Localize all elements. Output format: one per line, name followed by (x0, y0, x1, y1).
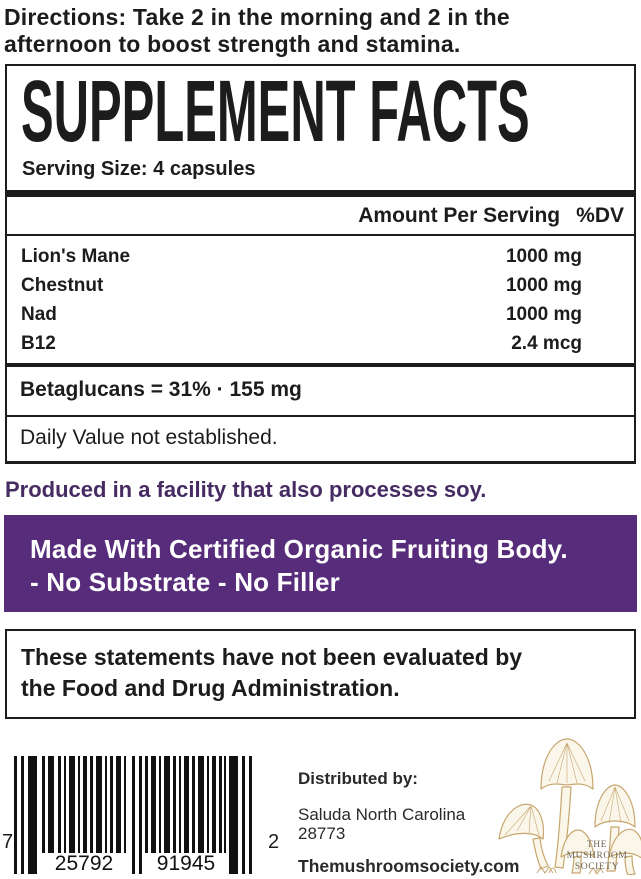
daily-value-note: Daily Value not established. (20, 426, 278, 449)
distributed-by-label: Distributed by: (298, 769, 418, 788)
directions-line-1: Directions: Take 2 in the morning and 2 in the (4, 4, 510, 30)
ingredient-name: B12 (21, 332, 56, 354)
logo-line-the: THE (586, 840, 608, 850)
distributor-block (298, 769, 519, 877)
ingredient-amount: 2.4 mcg (511, 332, 582, 354)
serving-size: Serving Size: 4 capsules (22, 158, 256, 180)
logo-line-mushroom: MUSHROOM (566, 851, 628, 861)
barcode-right-digit: 2 (268, 831, 280, 853)
ingredient-amount: 1000 mg (505, 274, 582, 296)
footer (0, 719, 641, 875)
ingredient-amount: 1000 mg (505, 245, 582, 267)
fda-disclaimer-box (5, 629, 636, 719)
upc-barcode-icon (14, 756, 262, 874)
betaglucans-row: Betaglucans = 31% · 155 mg (7, 367, 634, 417)
allergen-statement: Produced in a facility that also processes soy. (5, 477, 487, 502)
banner-line-2: - No Substrate - No Filler (30, 567, 341, 597)
divider-thick-top (7, 190, 634, 197)
banner-line-1: Made With Certified Organic Fruiting Body. (30, 534, 568, 564)
distributor-zip: 28773 (298, 824, 346, 843)
disclaimer-line-1: These statements have not been evaluated by (21, 644, 523, 670)
facts-title-wrap (21, 64, 634, 161)
barcode-left-digit: 7 (2, 831, 14, 853)
facts-header-row (7, 197, 634, 236)
amount-per-serving-header: Amount Per Serving (358, 204, 561, 227)
logo-wordmark (557, 840, 637, 873)
barcode-group1: 25792 (54, 852, 114, 874)
ingredient-rows (7, 236, 634, 363)
table-row (7, 242, 634, 271)
table-row (7, 300, 634, 329)
supplement-facts-panel (5, 64, 636, 464)
directions-line-2: afternoon to boost strength and stamina. (4, 31, 461, 57)
ingredient-amount: 1000 mg (505, 303, 582, 325)
facts-title: SUPPLEMENT FACTS (21, 64, 530, 161)
ingredient-name: Lion's Mane (21, 245, 131, 267)
directions-text (0, 0, 641, 58)
table-row (7, 271, 634, 300)
distributor-website: Themushroomsociety.com (298, 856, 520, 876)
organic-banner (4, 515, 637, 612)
disclaimer-line-2: the Food and Drug Administration. (21, 675, 400, 701)
dv-header: %DV (576, 204, 624, 227)
logo-line-society: SOCIETY (574, 862, 620, 872)
table-row (7, 329, 634, 358)
barcode-group2: 91945 (156, 852, 216, 874)
ingredient-name: Nad (21, 303, 57, 325)
ingredient-name: Chestnut (21, 274, 104, 296)
distributor-city: Saluda North Carolina (298, 805, 466, 824)
